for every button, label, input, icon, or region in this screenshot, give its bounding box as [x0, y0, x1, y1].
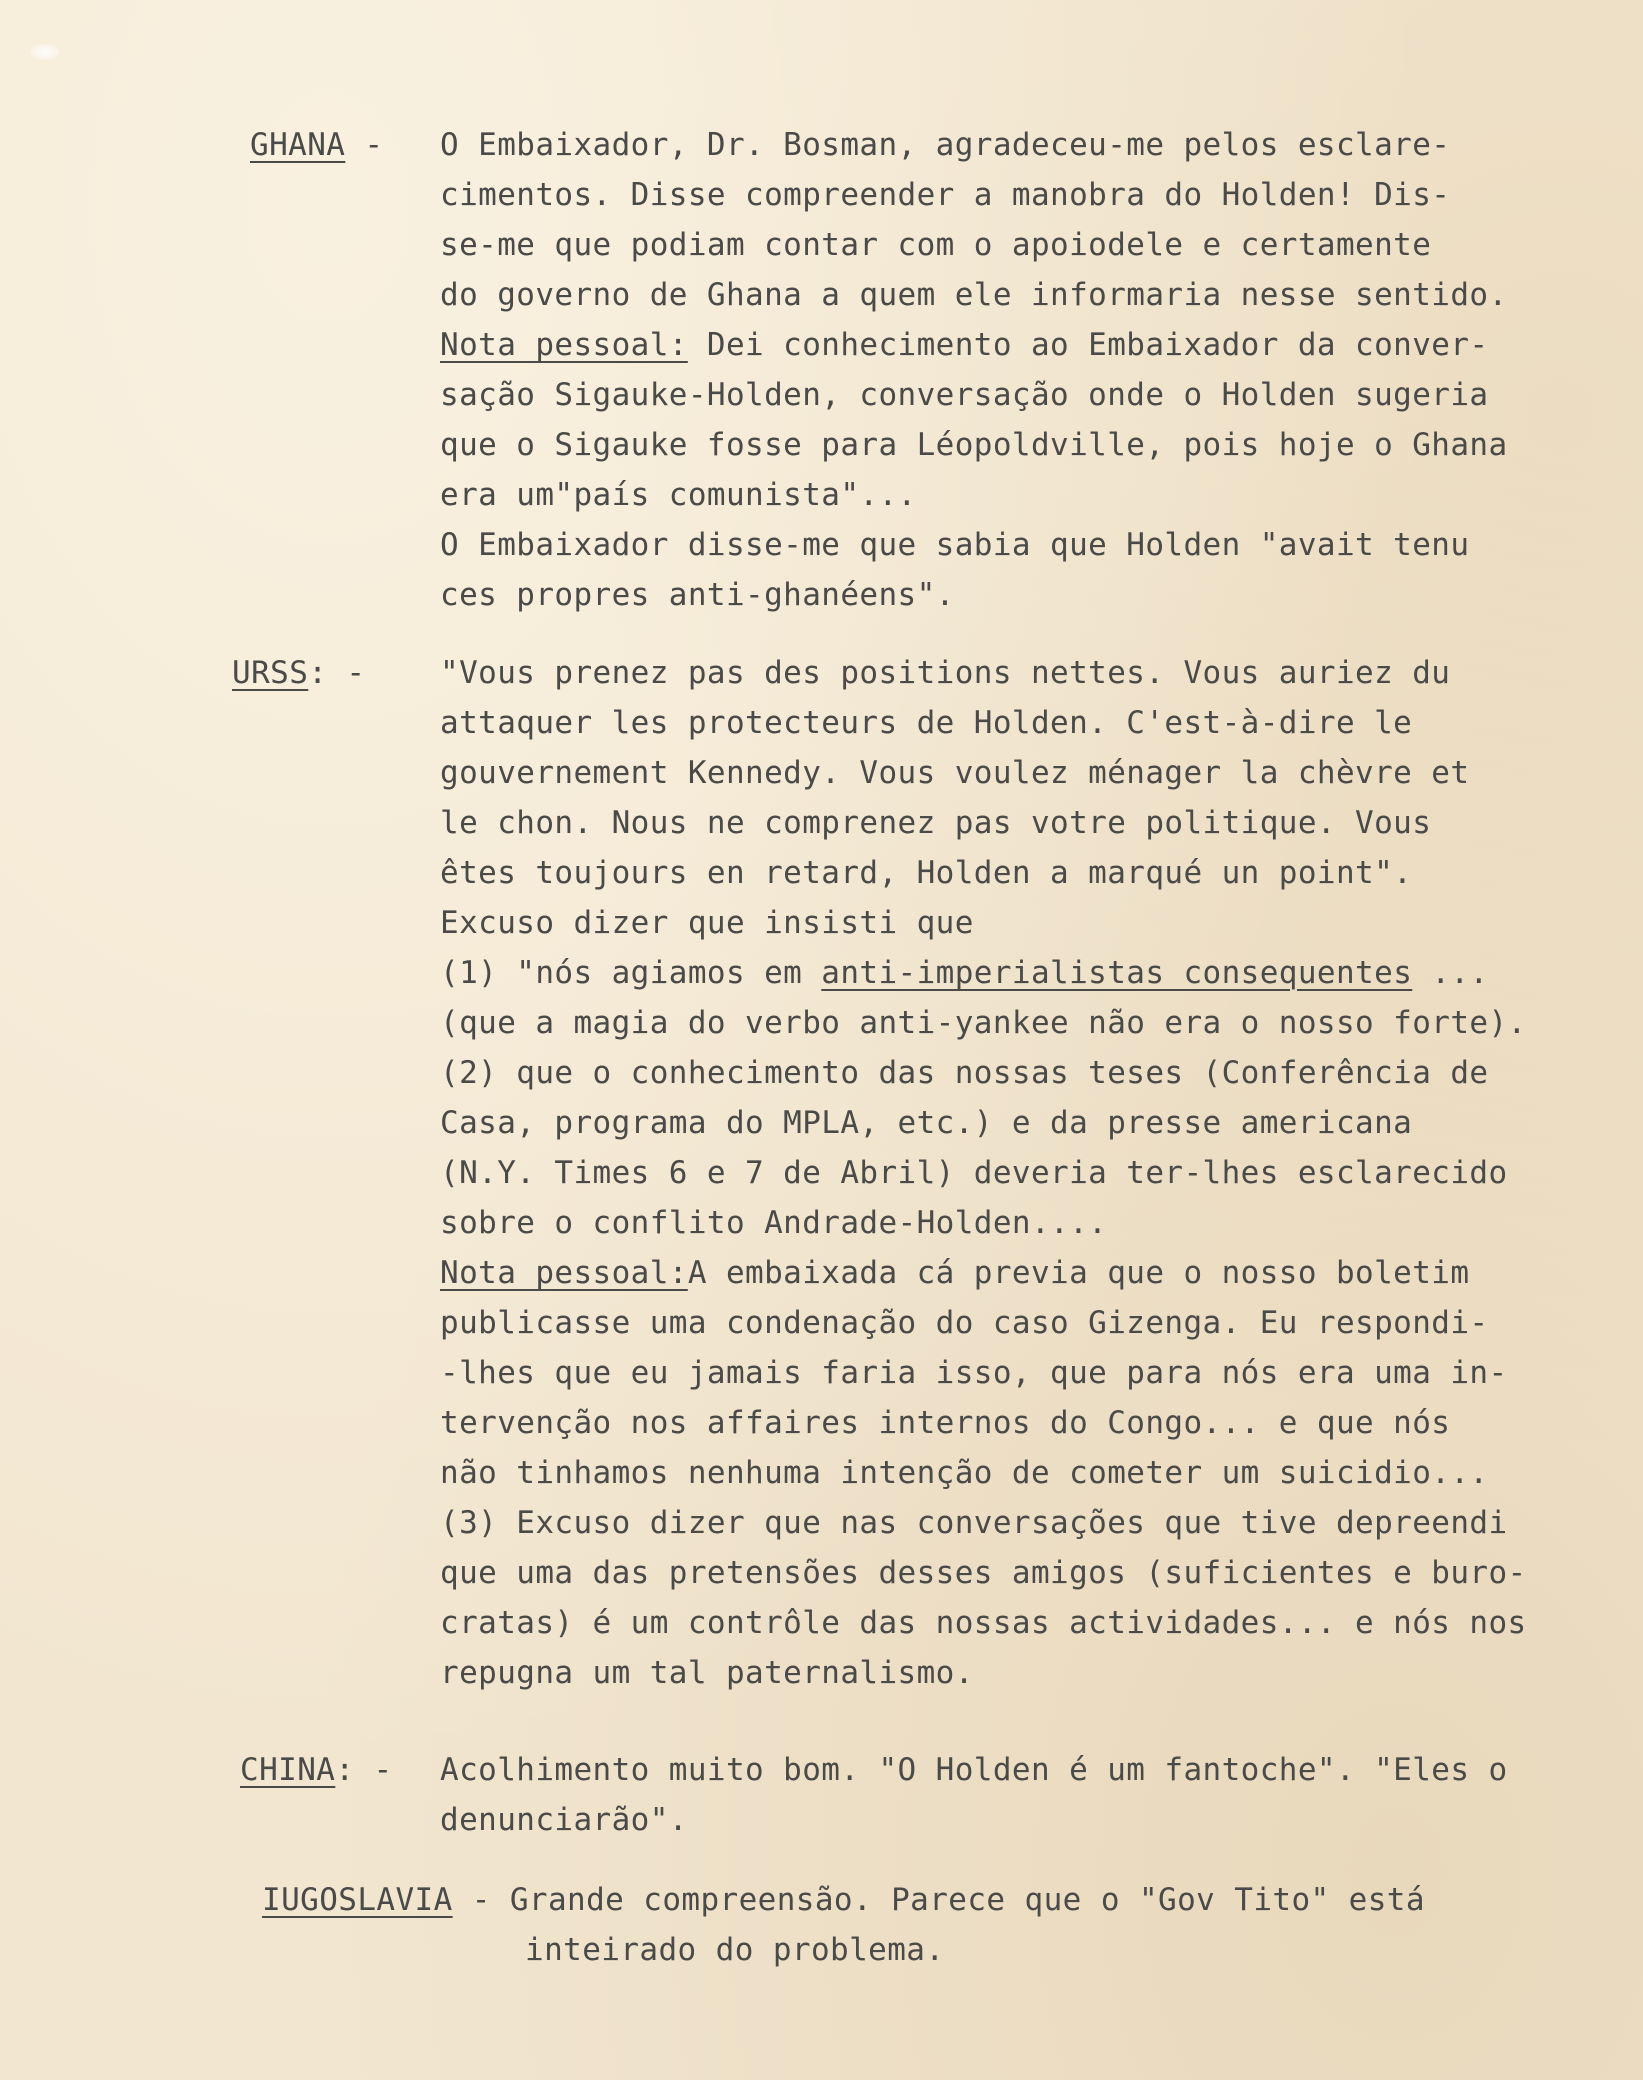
country-label-ghana: GHANA [250, 127, 346, 163]
paragraph-line: era um"país comunista"... [440, 477, 917, 513]
paragraph-line: "Vous prenez pas des positions nettes. Vous auriez du [440, 655, 1451, 691]
paragraph-line: attaquer les protecteurs de Holden. C'est-à-dire le [440, 705, 1413, 741]
paragraph-line: -lhes que eu jamais faria isso, que para nós era uma in- [440, 1355, 1508, 1391]
paragraph-line: Acolhimento muito bom. "O Holden é um fantoche". "Eles o [440, 1752, 1508, 1788]
nota-pessoal-label: Nota pessoal: [440, 1255, 688, 1291]
section-label: CHINA: - [240, 1752, 393, 1788]
paragraph-line: denunciarão". [440, 1802, 688, 1838]
paragraph-line: (2) que o conhecimento das nossas teses (Conferência de [440, 1055, 1489, 1091]
country-label-china: CHINA [240, 1752, 336, 1788]
nota-line: Nota pessoal:A embaixada cá previa que o nosso boletim [440, 1255, 1470, 1291]
paragraph-line: publicasse uma condenação do caso Gizenga. Eu respondi- [440, 1305, 1489, 1341]
item-1-line: (1) "nós agiamos em anti-imperialistas consequentes ... [440, 955, 1489, 991]
paragraph-line: Excuso dizer que insisti que [440, 905, 974, 941]
paragraph-line: O Embaixador, Dr. Bosman, agradeceu-me pelos esclare- [440, 127, 1451, 163]
paragraph-line: cimentos. Disse compreender a manobra do Holden! Dis- [440, 177, 1451, 213]
paragraph-line: repugna um tal paternalismo. [440, 1655, 974, 1691]
section-body [440, 648, 1527, 1698]
paragraph-line: (que a magia do verbo anti-yankee não era o nosso forte). [440, 1005, 1527, 1041]
paragraph-line: não tinhamos nenhuma intenção de cometer um suicidio... [440, 1455, 1489, 1491]
paragraph-line: O Embaixador disse-me que sabia que Holden "avait tenu [440, 527, 1470, 563]
paragraph-line: (N.Y. Times 6 e 7 de Abril) deveria ter-lhes esclarecido [440, 1155, 1508, 1191]
paragraph-line: sação Sigauke-Holden, conversação onde o Holden sugeria [440, 377, 1489, 413]
paragraph-line: inteirado do problema. [525, 1932, 945, 1968]
country-label-urss: URSS [232, 655, 309, 691]
paper-stain [30, 44, 60, 60]
paragraph-line: le chon. Nous ne comprenez pas votre politique. Vous [440, 805, 1432, 841]
paragraph-line: tervenção nos affaires internos do Congo... e que nós [440, 1405, 1451, 1441]
paragraph-line: sobre o conflito Andrade-Holden.... [440, 1205, 1108, 1241]
paragraph-line: gouvernement Kennedy. Vous voulez ménager la chèvre et [440, 755, 1470, 791]
paragraph-line: (3) Excuso dizer que nas conversações que tive depreendi [440, 1505, 1508, 1541]
paragraph-line: que uma das pretensões desses amigos (suficientes e buro- [440, 1555, 1527, 1591]
underlined-phrase: anti-imperialistas consequentes [821, 955, 1413, 991]
section-body [525, 1925, 944, 1975]
paragraph-line: do governo de Ghana a quem ele informaria nesse sentido. [440, 277, 1508, 313]
country-label-iugoslavia: IUGOSLAVIA [262, 1882, 453, 1918]
section-label: IUGOSLAVIA - Grande compreensão. Parece que o "Gov Tito" está [262, 1882, 1425, 1918]
nota-pessoal-label: Nota pessoal: [440, 327, 688, 363]
paragraph-line: Casa, programa do MPLA, etc.) e da presse americana [440, 1105, 1413, 1141]
section-body [440, 1745, 1508, 1845]
section-body [440, 120, 1508, 620]
section-label: URSS: - [232, 655, 366, 691]
paragraph-line: cratas) é um contrôle das nossas actividades... e nós nos [440, 1605, 1527, 1641]
paragraph-line: ces propres anti-ghanéens". [440, 577, 955, 613]
paragraph-line: se-me que podiam contar com o apoiodele e certamente [440, 227, 1432, 263]
section-label: GHANA - [250, 127, 384, 163]
paragraph-line: êtes toujours en retard, Holden a marqué un point". [440, 855, 1413, 891]
paragraph-line: que o Sigauke fosse para Léopoldville, pois hoje o Ghana [440, 427, 1508, 463]
nota-line: Nota pessoal: Dei conhecimento ao Embaixador da conver- [440, 327, 1489, 363]
paragraph-line: Grande compreensão. Parece que o "Gov Tito" está [509, 1882, 1425, 1918]
